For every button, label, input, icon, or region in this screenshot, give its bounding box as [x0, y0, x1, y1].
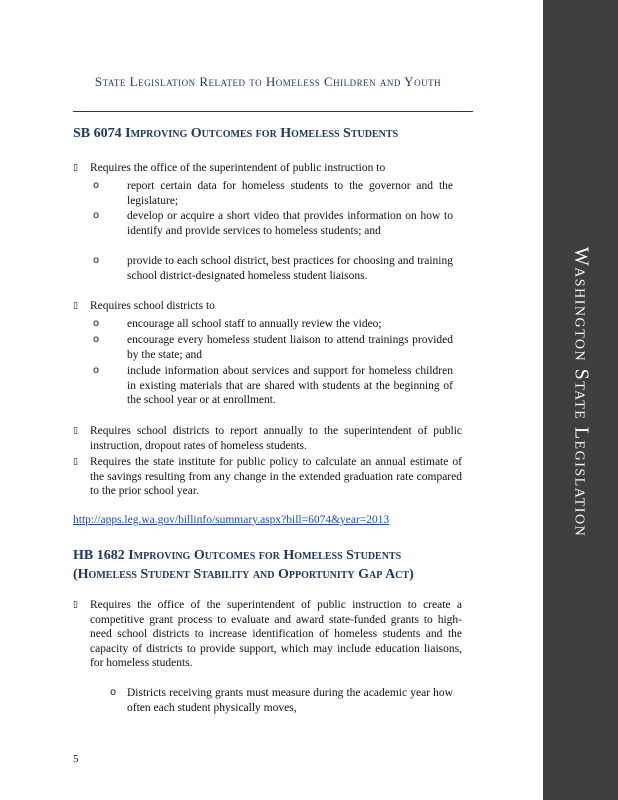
sb6074-bill-link[interactable]: http://apps.leg.wa.gov/billinfo/summary.aspx?bill=6074&year=2013 [73, 514, 390, 526]
sb6074-item-1: Requires the office of the superintendent of public instruction to [90, 162, 386, 174]
hb1682-item-1-sub-1: Districts receiving grants must measure during the academic year how often each student physically moves, [127, 687, 453, 714]
bullet-marker: ▯ [73, 600, 78, 610]
sub-bullet-marker: o [93, 180, 100, 191]
sb6074-item-1-sub-1: report certain data for homeless students to the governor and the legislature; [127, 180, 453, 207]
sub-bullet-marker: o [93, 334, 100, 345]
hb1682-item-1: Requires the office of the superintendent of public instruction to create a competitive grant process to evaluate and award state-funded grants to high-need school districts to increase identification of homeless students and the capacity of districts to provide support, which may include education liaisons, for homeless students. [90, 599, 462, 669]
sidebar-band [543, 0, 618, 800]
sb6074-item-4: Requires the state institute for public policy to calculate an annual estimate of the savings resulting from any change in the extended graduation rate compared to the prior school year. [90, 456, 462, 497]
sb6074-heading: SB 6074 Improving Outcomes for Homeless Students [73, 126, 399, 141]
hb1682-heading-line-1: HB 1682 Improving Outcomes for Homeless Students [73, 548, 402, 563]
sub-bullet-marker: o [93, 210, 100, 221]
sb6074-item-3: Requires school districts to report annually to the superintendent of public instruction, dropout rates of homeless students. [90, 425, 462, 452]
sb6074-item-2: Requires school districts to [90, 300, 215, 312]
hb1682-heading [73, 546, 473, 584]
sidebar-title: Washington State Legislation [570, 246, 592, 538]
title-divider [73, 111, 473, 112]
sb6074-item-2-sub-1: encourage all school staff to annually review the video; [127, 318, 382, 330]
page-number: 5 [73, 753, 79, 765]
bullet-marker: ▯ [73, 426, 78, 436]
sub-bullet-marker: o [110, 687, 117, 698]
bullet-marker: ▯ [73, 301, 78, 311]
sb6074-item-2-sub-2: encourage every homeless student liaison to attend trainings provided by the state; and [127, 334, 453, 361]
hb1682-heading-line-2: (Homeless Student Stability and Opportunity Gap Act) [73, 567, 414, 582]
sub-bullet-marker: o [93, 255, 100, 266]
bullet-marker: ▯ [73, 163, 78, 173]
sub-bullet-marker: o [93, 318, 100, 329]
sb6074-item-2-sub-3: include information about services and support for homeless children in existing materials that are shared with students at the beginning of the school year or at enrollment. [127, 365, 453, 406]
sub-bullet-marker: o [93, 365, 100, 376]
bullet-marker: ▯ [73, 457, 78, 467]
page-title: State Legislation Related to Homeless Children and Youth [94, 74, 442, 89]
sb6074-item-1-sub-3: provide to each school district, best practices for choosing and training school district-designated homeless student liaisons. [127, 255, 453, 282]
sb6074-item-1-sub-2: develop or acquire a short video that provides information on how to identify and provide services to homeless students; and [127, 210, 453, 237]
